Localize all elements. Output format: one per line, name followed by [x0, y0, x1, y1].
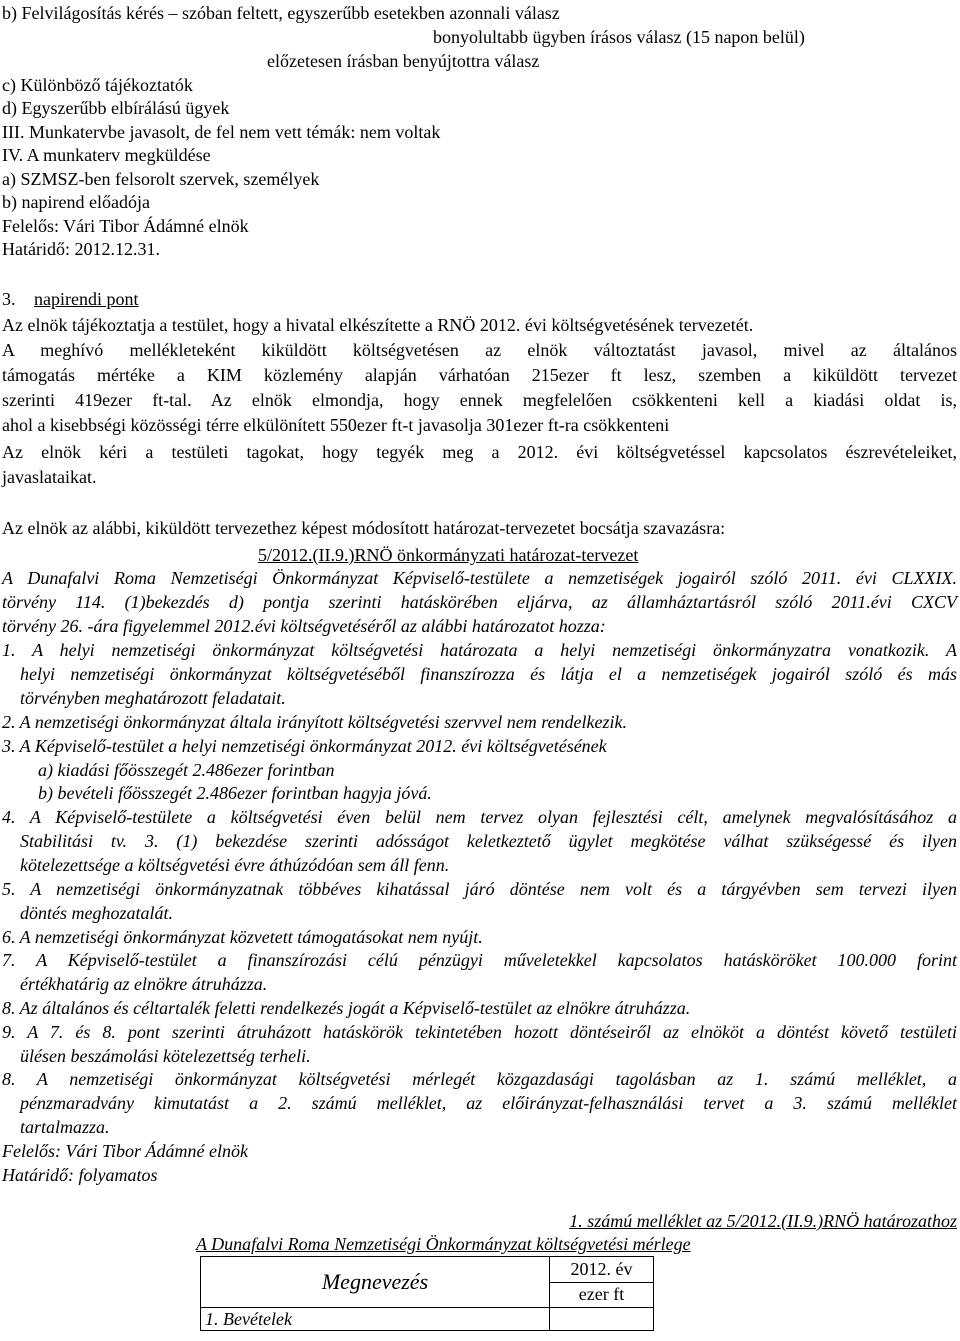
- resolution-intro-line1: A Dunafalvi Roma Nemzetiségi Önkormányzat Képviselő-testülete a nemzetiségek jogairól szóló 2011. évi CLXXIX.: [2, 568, 957, 588]
- annex-title: A Dunafalvi Roma Nemzetiségi Önkormányzat költségvetési mérlege: [196, 1234, 691, 1254]
- resolution-point-9-line1: 9. A 7. és 8. pont szerinti átruházott hatáskörök tekintetében hozott döntéseiről az elnököt a döntést követő testületi: [2, 1022, 957, 1042]
- section-heading-4: IV. A munkaterv megküldése: [2, 145, 211, 165]
- table-row: [201, 1308, 654, 1331]
- resolution-point-6: 6. A nemzetiségi önkormányzat közvetett támogatásokat nem nyújt.: [2, 927, 483, 947]
- resolution-point-10-line1: 8. A nemzetiségi önkormányzat költségvetési mérlegét közgazdasági tagolásban az 1. számú melléklet, a: [2, 1069, 957, 1089]
- section4-item-a: a) SZMSZ-ben felsorolt szervek, személyek: [2, 169, 320, 189]
- resolution-point-9-line2: ülésen beszámolási kötelezettség terheli.: [20, 1046, 311, 1066]
- resolution-point-1-line3: törvényben meghatározott feladatait.: [20, 688, 286, 708]
- agenda-paragraph-3-line2: javaslataikat.: [2, 467, 97, 487]
- resolution-point-1-line2: helyi nemzetiségi önkormányzat költségvetéséből finanszírozza és látja el a nemzetiségek jogairól szóló és más: [20, 664, 957, 684]
- resolution-point-3: 3. A Képviselő-testület a helyi nemzetiségi önkormányzat 2012. évi költségvetésének: [2, 736, 607, 756]
- table-cell-revenues-value: [550, 1308, 654, 1331]
- list-item-c: c) Különböző tájékoztatók: [2, 75, 193, 95]
- resolution-point-4-line1: 4. A Képviselő-testülete a költségvetési éven belül nem tervez olyan fejlesztési célt, amelynek megvalósításához a: [2, 807, 957, 827]
- list-item-b-cont2: előzetesen írásban benyújtottra válasz: [267, 51, 540, 71]
- resolution-point-3a: a) kiadási főösszegét 2.486ezer forintban: [38, 760, 335, 780]
- table-cell-revenues: 1. Bevételek: [201, 1308, 550, 1331]
- resolution-title: 5/2012.(II.9.)RNÖ önkormányzati határozat-tervezet: [258, 545, 639, 565]
- section-heading-3: III. Munkatervbe javasolt, de fel nem vett témák: nem voltak: [2, 122, 441, 142]
- list-item-b: b) Felvilágosítás kérés – szóban feltett, egyszerűbb esetekben azonnali válasz: [2, 3, 560, 23]
- agenda-paragraph-4: Az elnök az alábbi, kiküldött tervezethez képest módosított határozat-tervezetet bocsátja szavazásra:: [2, 518, 726, 538]
- section4-item-b: b) napirend előadója: [2, 192, 150, 212]
- deadline: Határidő: 2012.12.31.: [2, 239, 160, 259]
- resolution-point-5-line1: 5. A nemzetiségi önkormányzatnak többéves kihatással járó döntése nem volt és a tárgyévben sem tervezi ilyen: [2, 879, 957, 899]
- agenda-paragraph-2-line2: támogatás mértéke a KIM közlemény alapján várhatóan 215ezer ft lesz, szemben a kiküldött tervezet: [2, 365, 957, 385]
- list-item-d: d) Egyszerűbb elbírálású ügyek: [2, 98, 230, 118]
- resolution-intro-line2: törvény 114. (1)bekezdés d) pontja szerinti hatáskörében eljárva, az államháztartásról szóló 2011.évi CXCV: [2, 592, 957, 612]
- resolution-point-2: 2. A nemzetiségi önkormányzat általa irányított költségvetési szervvel nem rendelkezik.: [2, 712, 628, 732]
- resolution-deadline: Határidő: folyamatos: [2, 1165, 158, 1185]
- resolution-responsible: Felelős: Vári Tibor Ádámné elnök: [2, 1141, 248, 1161]
- agenda-paragraph-2-line3: szerinti 419ezer ft-tal. Az elnök elmondja, hogy ennek megfelelően csökkenteni kell a kiadási oldat is,: [2, 390, 957, 410]
- table-header-unit: ezer ft: [550, 1282, 654, 1308]
- agenda-paragraph-2-line4: ahol a kisebbségi közösségi térre elkülönített 550ezer ft-t javasolja 301ezer ft-ra csökkenteni: [2, 415, 670, 435]
- table-header-year: 2012. év: [550, 1257, 654, 1283]
- balance-table: [200, 1256, 654, 1331]
- agenda-paragraph-3-line1: Az elnök kéri a testületi tagokat, hogy tegyék meg a 2012. évi költségvetéssel kapcsolatos észrevételeiket,: [2, 442, 957, 462]
- resolution-point-10-line2: pénzmaradvány kimutatást a 2. számú melléklet, az előirányzat-felhasználási tervet a 3. számú melléklet: [20, 1093, 957, 1113]
- agenda-title: napirendi pont: [34, 289, 139, 309]
- agenda-heading: [2, 290, 138, 308]
- table-header-row: [201, 1257, 654, 1283]
- annex-reference: 1. számú melléklet az 5/2012.(II.9.)RNÖ határozathoz: [569, 1211, 957, 1231]
- responsible-person: Felelős: Vári Tibor Ádámné elnök: [2, 216, 249, 236]
- resolution-point-10-line3: tartalmazza.: [20, 1117, 110, 1137]
- resolution-point-7-line2: értékhatárig az elnökre átruházza.: [20, 974, 268, 994]
- resolution-point-7-line1: 7. A Képviselő-testület a finanszírozási célú pénzügyi műveletekkel kapcsolatos hatásköröket 100.000 forint: [2, 950, 957, 970]
- resolution-point-1-line1: 1. A helyi nemzetiségi önkormányzat költségvetési határozata a helyi nemzetiségi önkormányzatra vonatkozik. A: [2, 640, 957, 660]
- resolution-point-8: 8. Az általános és céltartalék feletti rendelkezés jogát a Képviselő-testület az elnökre átruházza.: [2, 998, 691, 1018]
- resolution-intro-line3: törvény 26. -ára figyelemmel 2012.évi költségvetéséről az alábbi határozatot hozza:: [2, 616, 606, 636]
- resolution-point-4-line3: kötelezettsége a költségvetési évre áthúzódóan sem áll fenn.: [20, 855, 450, 875]
- table-header-name: Megnevezés: [201, 1257, 550, 1308]
- resolution-point-4-line2: Stabilitási tv. 3. (1) bekezdése szerinti adósságot keletkeztető ügylet megkötése válhat szükségessé és ilyen: [20, 831, 957, 851]
- resolution-point-3b: b) bevételi főösszegét 2.486ezer forintban hagyja jóvá.: [38, 783, 432, 803]
- agenda-paragraph-2-line1: A meghívó mellékleteként kiküldött költségvetésen az elnök változtatást javasol, mivel az általános: [2, 340, 957, 360]
- resolution-point-5-line2: döntés meghozatalát.: [20, 903, 173, 923]
- list-item-b-cont1: bonyolultabb ügyben írásos válasz (15 napon belül): [433, 27, 805, 47]
- agenda-paragraph-1: Az elnök tájékoztatja a testület, hogy a hivatal elkészítette a RNÖ 2012. évi költségvetésének tervezetét.: [2, 315, 754, 335]
- agenda-number: 3.: [2, 289, 16, 309]
